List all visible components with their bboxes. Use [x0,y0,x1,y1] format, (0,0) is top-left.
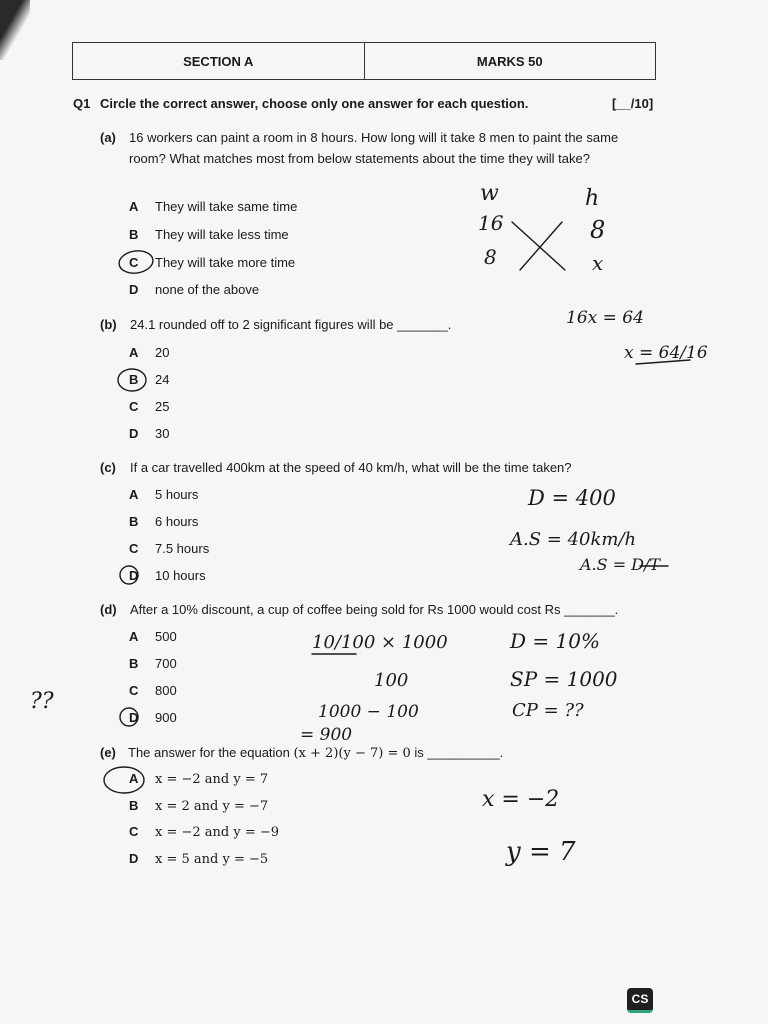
ink-x-eq: x = 64/16 [624,343,708,363]
ink-subtract: 1000 − 100 [318,702,419,722]
option-b-A[interactable]: A 20 [129,345,170,360]
ink-fraction-bar-a [636,360,690,364]
part-d-question: After a 10% discount, a cup of coffee being sold for Rs 1000 would cost Rs _______. [130,602,619,617]
ink-8-left: 8 [484,245,497,269]
ink-16: 16 [478,211,504,235]
option-b-B[interactable]: B 24 [129,372,170,387]
option-b-C[interactable]: C 25 [129,399,170,414]
option-c-C[interactable]: C 7.5 hours [129,541,210,556]
question-score: [__/10] [612,96,654,111]
ink-cross [512,222,565,270]
option-b-D[interactable]: D 30 [129,426,170,441]
question-number: Q1 [73,96,91,111]
ink-hundred: 100 [374,670,409,691]
option-a-B[interactable]: B They will take less time [129,227,289,242]
option-e-A[interactable]: A x = −2 and y = 7 [129,771,269,787]
option-a-C[interactable]: C They will take more time [129,255,296,270]
part-b-label: (b) [100,317,117,332]
option-e-D[interactable]: D x = 5 and y = −5 [129,851,269,867]
ink-x-value: x = −2 [482,787,560,812]
option-a-D[interactable]: D none of the above [129,282,260,297]
ink-discount-calc: 10/100 × 1000 [312,632,448,653]
section-header-table [72,42,656,80]
ink-h: h [585,186,600,211]
part-d-label: (d) [100,602,117,617]
ink-D: D = 10% [510,629,600,653]
option-c-D[interactable]: D 10 hours [129,568,206,583]
option-e-B[interactable]: B x = 2 and y = −7 [129,798,269,814]
ink-SP: SP = 1000 [510,667,618,691]
ink-margin-note: ?? [30,689,54,714]
part-e-question: The answer for the equation (x + 2)(y − 7) = 0 is __________. [128,745,504,761]
part-b-question: 24.1 rounded off to 2 significant figures will be _______. [130,317,452,332]
ink-8-right: 8 [590,216,606,244]
part-c-question: If a car travelled 400km at the speed of 40 km/h, what will be the time taken? [130,460,572,475]
part-a-question: 16 workers can paint a room in 8 hours. How long will it take 8 men to paint the same room? What matches most from below statements about the time they will take? [129,130,619,166]
ink-CP: CP = ?? [512,700,584,721]
camscanner-badge: CS [627,988,653,1013]
ink-avg-speed: A.S = 40km/h [510,529,637,550]
option-d-C[interactable]: C 800 [129,683,177,698]
ink-speed-formula: A.S = D/T [580,555,661,574]
option-c-A[interactable]: A 5 hours [129,487,199,502]
part-c-label: (c) [100,460,116,475]
question-instruction: Circle the correct answer, choose only one answer for each question. [100,96,529,111]
option-d-B[interactable]: B 700 [129,656,177,671]
part-e-equation: (x + 2)(y − 7) = 0 [293,746,411,761]
option-c-B[interactable]: B 6 hours [129,514,199,529]
option-d-D[interactable]: D 900 [129,710,177,725]
section-label: SECTION A [183,53,254,69]
marks-label: MARKS 50 [364,43,656,79]
part-a-label: (a) [100,130,116,145]
option-a-A[interactable]: A They will take same time [129,199,298,214]
ink-16x-eq: 16x = 64 [566,308,644,328]
option-d-A[interactable]: A 500 [129,629,177,644]
page-edge-shadow [0,0,30,60]
ink-y-value: y = 7 [506,837,576,867]
ink-distance: D = 400 [528,486,616,510]
ink-w: w [480,181,499,206]
ink-x: x [592,251,604,275]
part-e-label: (e) [100,745,116,760]
ink-result: = 900 [300,725,353,745]
option-e-C[interactable]: C x = −2 and y = −9 [129,824,280,840]
